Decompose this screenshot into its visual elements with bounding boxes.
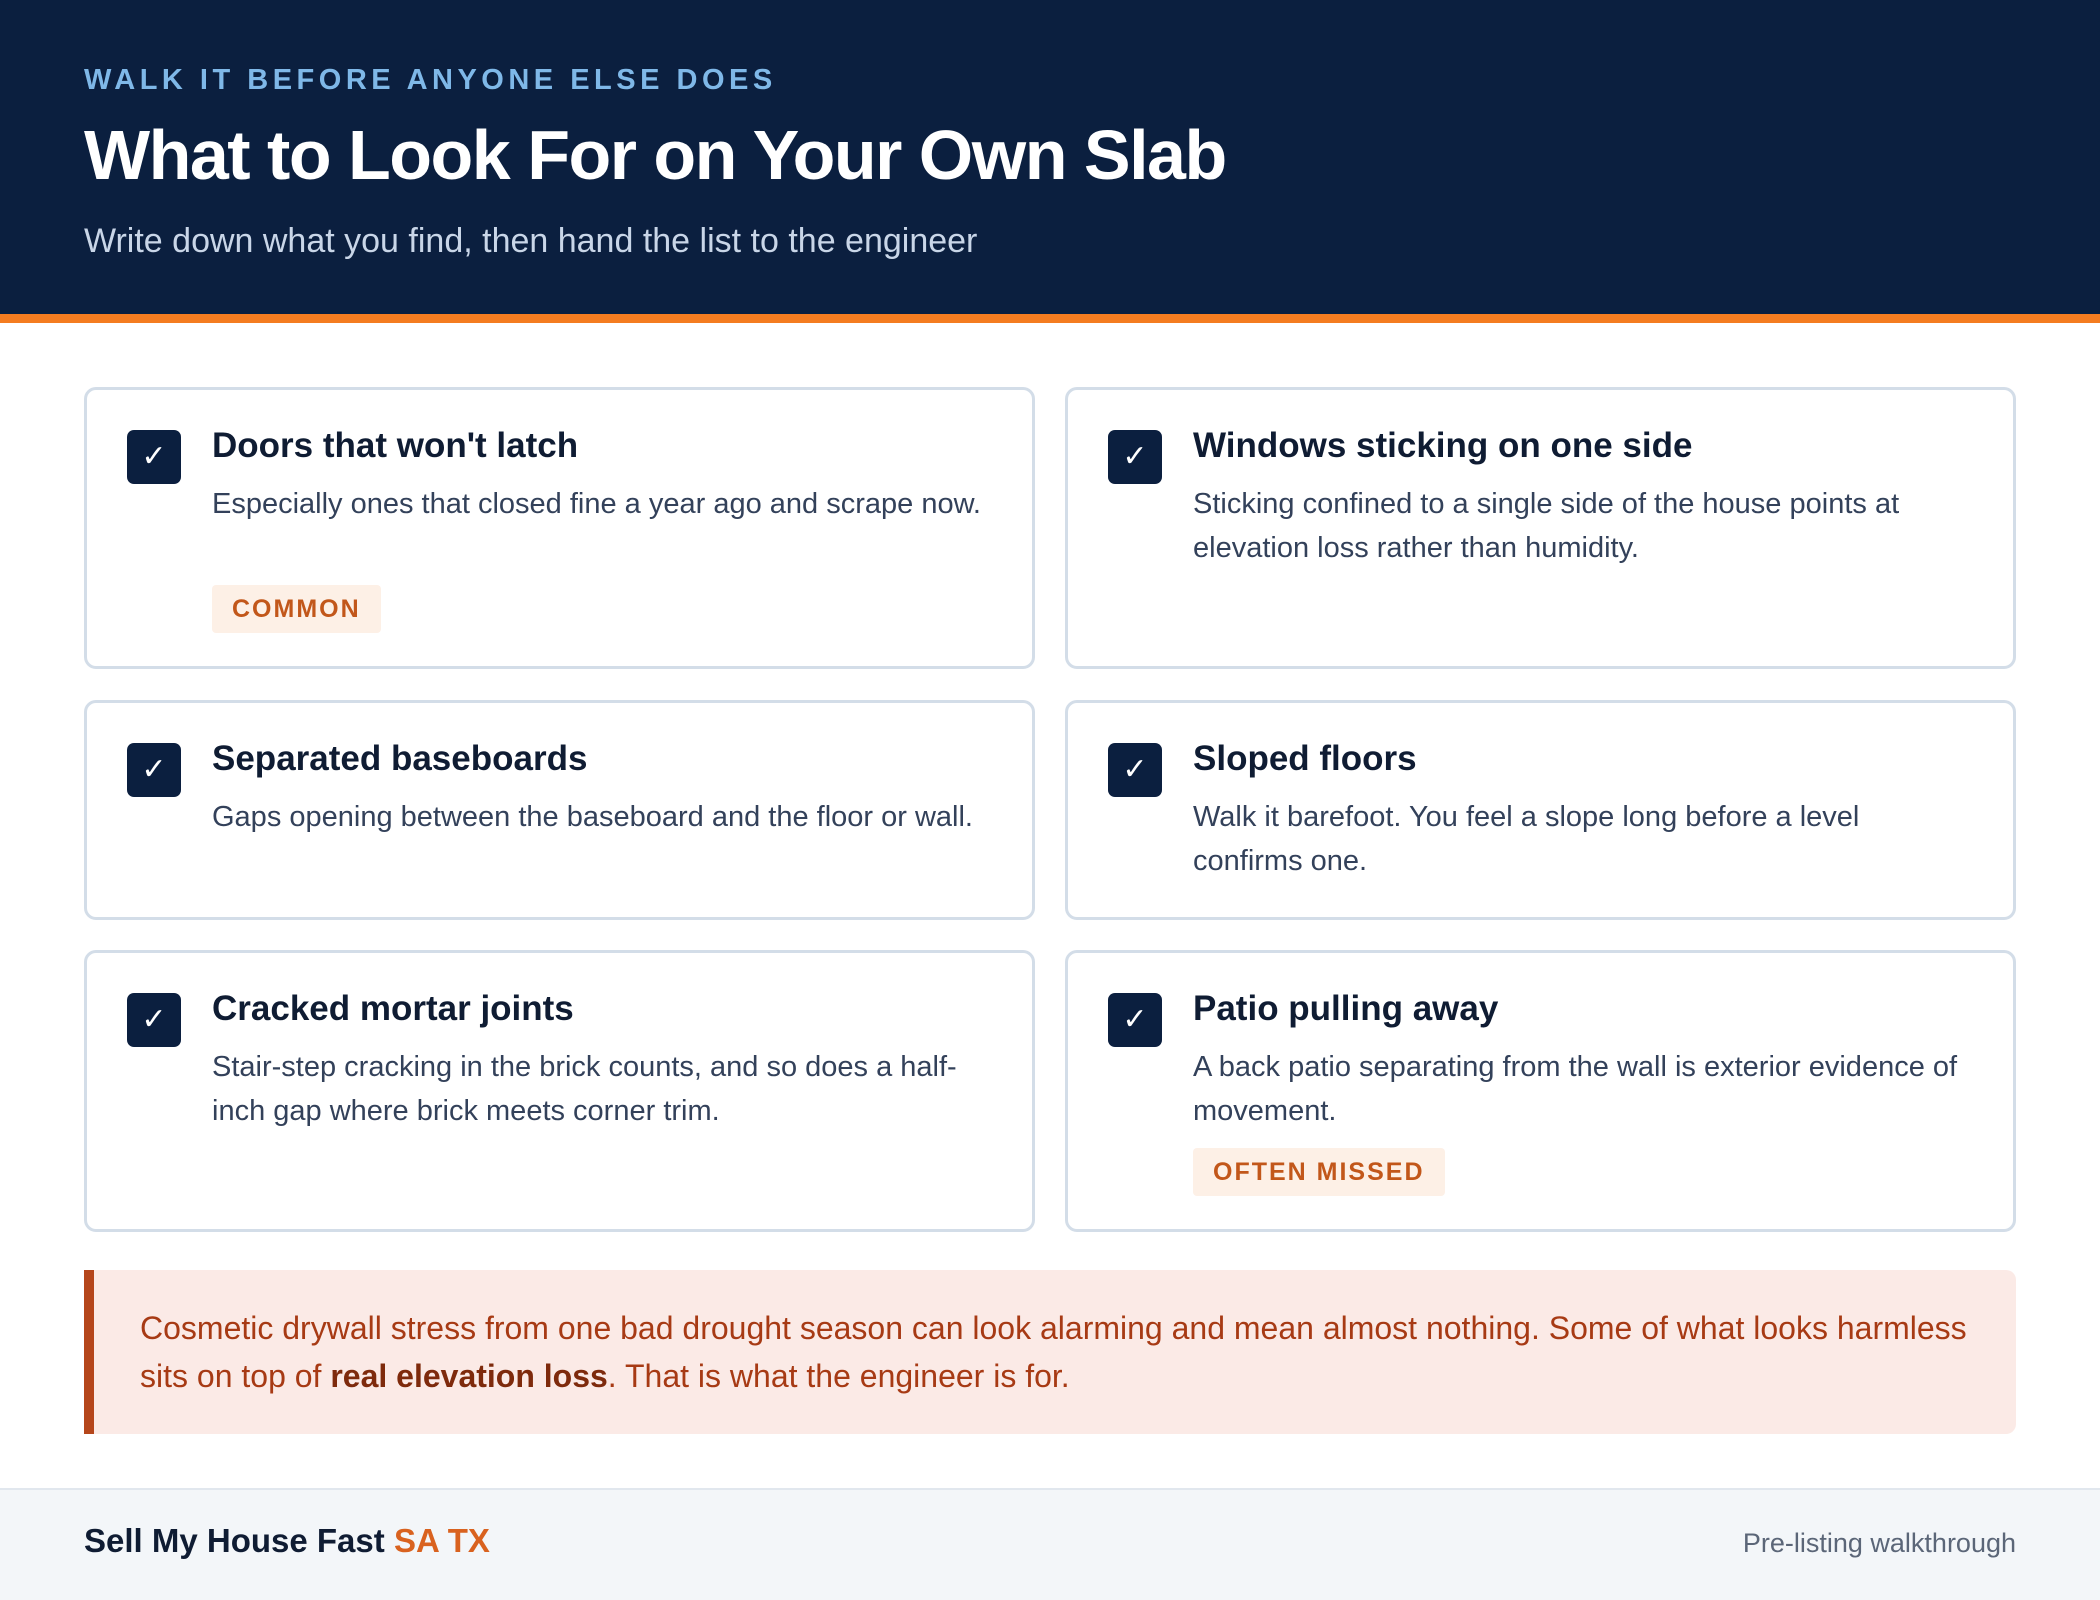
card-title: Windows sticking on one side	[1193, 426, 1693, 465]
check-icon[interactable]: ✓	[1108, 430, 1162, 484]
warning-callout	[84, 1270, 2016, 1434]
card-description: Sticking confined to a single side of the house points at elevation loss rather than humidity.	[1193, 488, 1900, 564]
check-icon[interactable]: ✓	[1108, 743, 1162, 797]
card-title: Separated baseboards	[212, 739, 588, 778]
often-missed-badge: OFTEN MISSED	[1193, 1148, 1445, 1196]
checklist-card-doors	[84, 387, 1035, 669]
checklist-card-floors	[1065, 700, 2016, 920]
page-title: What to Look For on Your Own Slab	[84, 116, 1226, 194]
page-subtitle: Write down what you find, then hand the list to the engineer	[84, 222, 978, 260]
page-footer	[0, 1488, 2100, 1600]
checklist-card-windows	[1065, 387, 2016, 669]
card-description: Stair-step cracking in the brick counts, and so does a half-inch gap where brick meets corner trim.	[212, 1051, 957, 1127]
check-icon[interactable]: ✓	[127, 993, 181, 1047]
card-description: Walk it barefoot. You feel a slope long before a level confirms one.	[1193, 801, 1860, 877]
brand-logo-text	[84, 1522, 490, 1560]
card-title: Cracked mortar joints	[212, 989, 574, 1028]
header-eyebrow: WALK IT BEFORE ANYONE ELSE DOES	[84, 64, 777, 96]
callout-text-end: . That is what the engineer is for.	[607, 1358, 1070, 1394]
check-icon[interactable]: ✓	[127, 743, 181, 797]
card-description: Especially ones that closed fine a year ago and scrape now.	[212, 488, 981, 520]
callout-text-start: Cosmetic drywall stress from one bad drought season can look alarming and mean almost nothing. Some of what looks harmless sits on top of	[140, 1310, 1967, 1394]
callout-emphasis: real elevation loss	[330, 1358, 608, 1394]
checklist-card-mortar	[84, 950, 1035, 1232]
brand-name: Sell My House Fast	[84, 1522, 394, 1559]
page-header	[0, 0, 2100, 314]
check-icon[interactable]: ✓	[1108, 993, 1162, 1047]
footer-note: Pre-listing walkthrough	[1742, 1528, 2016, 1558]
card-description: Gaps opening between the baseboard and the floor or wall.	[212, 801, 973, 833]
card-description: A back patio separating from the wall is exterior evidence of movement.	[1193, 1051, 1958, 1127]
check-icon[interactable]: ✓	[127, 430, 181, 484]
checklist-card-baseboards	[84, 700, 1035, 920]
card-title: Patio pulling away	[1193, 989, 1499, 1028]
card-title: Sloped floors	[1193, 739, 1417, 778]
common-badge: COMMON	[212, 585, 381, 633]
header-accent-bar	[0, 314, 2100, 323]
checklist-card-patio	[1065, 950, 2016, 1232]
card-title: Doors that won't latch	[212, 426, 579, 465]
brand-region: SA TX	[393, 1522, 490, 1559]
